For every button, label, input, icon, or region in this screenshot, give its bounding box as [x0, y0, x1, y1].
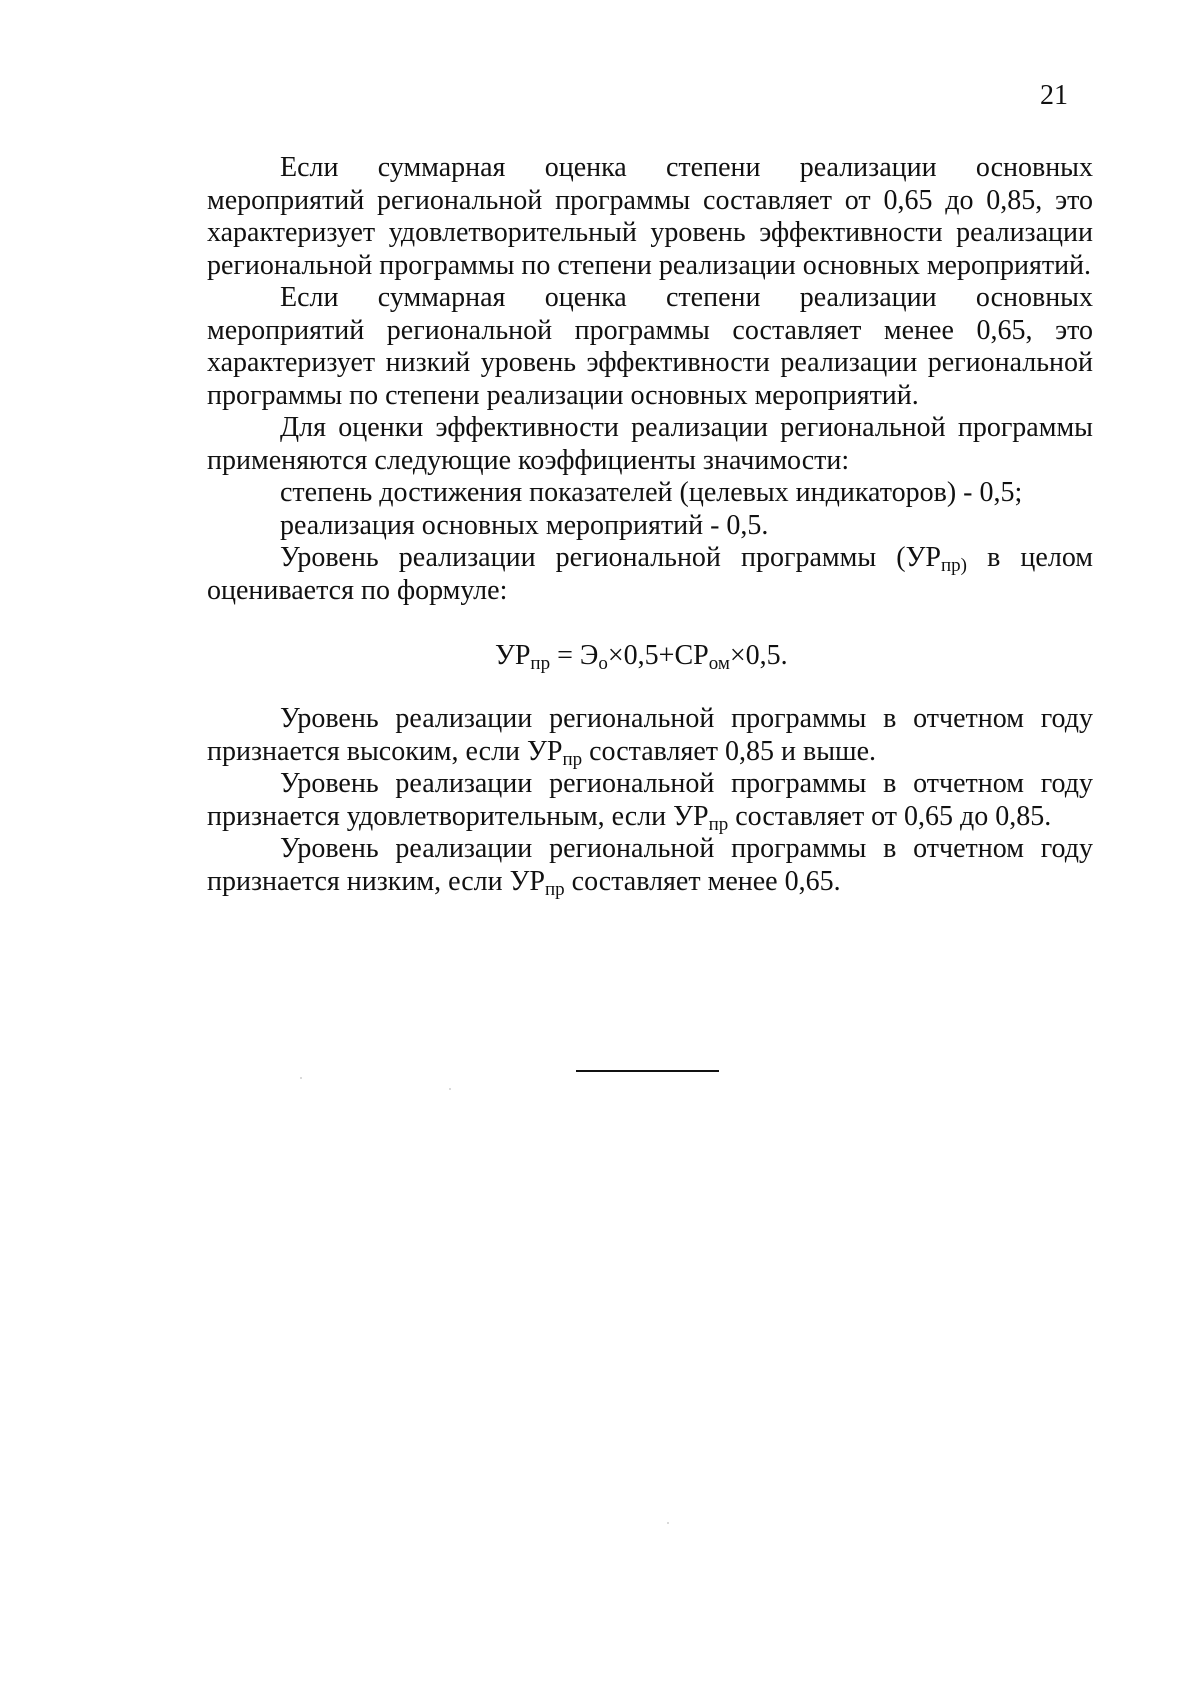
page-number: 21 [1040, 80, 1068, 111]
paragraph-high-level [207, 703, 1093, 768]
paragraph-formula-intro [207, 542, 1093, 607]
high-level-subscript: пр [562, 748, 583, 770]
formula-end: ×0,5. [729, 640, 788, 671]
body-text [207, 152, 1093, 898]
paragraph-low-events: Если суммарная оценка степени реализации основных мероприятий региональной программы составляет менее 0,65, это характеризует низкий уровень эффективности реализации региональной программы по степени реализации основных мероприятий. [207, 282, 1093, 411]
paragraph-coefficients-intro: Для оценки эффективности реализации региональной программы применяются следующие коэффициенты значимости: [207, 412, 1093, 476]
formula-eq: = Э [550, 640, 599, 671]
satisfactory-level-subscript: пр [708, 813, 729, 835]
scan-speck [300, 1077, 302, 1079]
coefficient-item-events: реализация основных мероприятий - 0,5. [280, 509, 769, 541]
formula-intro-text: Уровень реализации региональной программы (УР [280, 542, 941, 573]
scan-speck [667, 1522, 669, 1524]
low-level-text: Уровень реализации региональной программы в отчетном году признается низким, если УР [207, 833, 1093, 897]
formula-cr-subscript: ом [708, 653, 730, 674]
formula-lhs-subscript: пр [530, 653, 551, 674]
formula-intro-subscript: пр) [941, 555, 967, 576]
formula-e-subscript: о [598, 653, 608, 674]
scan-speck [449, 1088, 451, 1090]
paragraph-satisfactory-level [207, 768, 1093, 833]
paragraph-satisfactory-events: Если суммарная оценка степени реализации основных мероприятий региональной программы составляет от 0,65 до 0,85, это характеризует удовлетворительный уровень эффективности реализации региональной программы по степени реализации основных мероприятий. [207, 152, 1093, 281]
high-level-text: Уровень реализации региональной программы в отчетном году признается высоким, если УР [207, 703, 1093, 767]
satisfactory-level-rest: составляет от 0,65 до 0,85. [728, 800, 1052, 832]
end-separator-line [576, 1070, 719, 1072]
satisfactory-level-text: Уровень реализации региональной программы в отчетном году признается удовлетворительным, если УР [207, 768, 1093, 832]
paragraph-low-level [207, 833, 1093, 898]
high-level-rest: составляет 0,85 и выше. [582, 735, 877, 767]
formula-mid: ×0,5+СР [607, 640, 709, 671]
formula-lhs: УР [495, 640, 531, 671]
coefficient-item-indicators: степень достижения показателей (целевых индикаторов) - 0,5; [280, 477, 1023, 508]
formula [207, 639, 1093, 673]
low-level-rest: составляет менее 0,65. [564, 865, 841, 897]
low-level-subscript: пр [545, 878, 565, 900]
formula-intro-rest: в целом оценивается по формуле: [207, 542, 1093, 606]
